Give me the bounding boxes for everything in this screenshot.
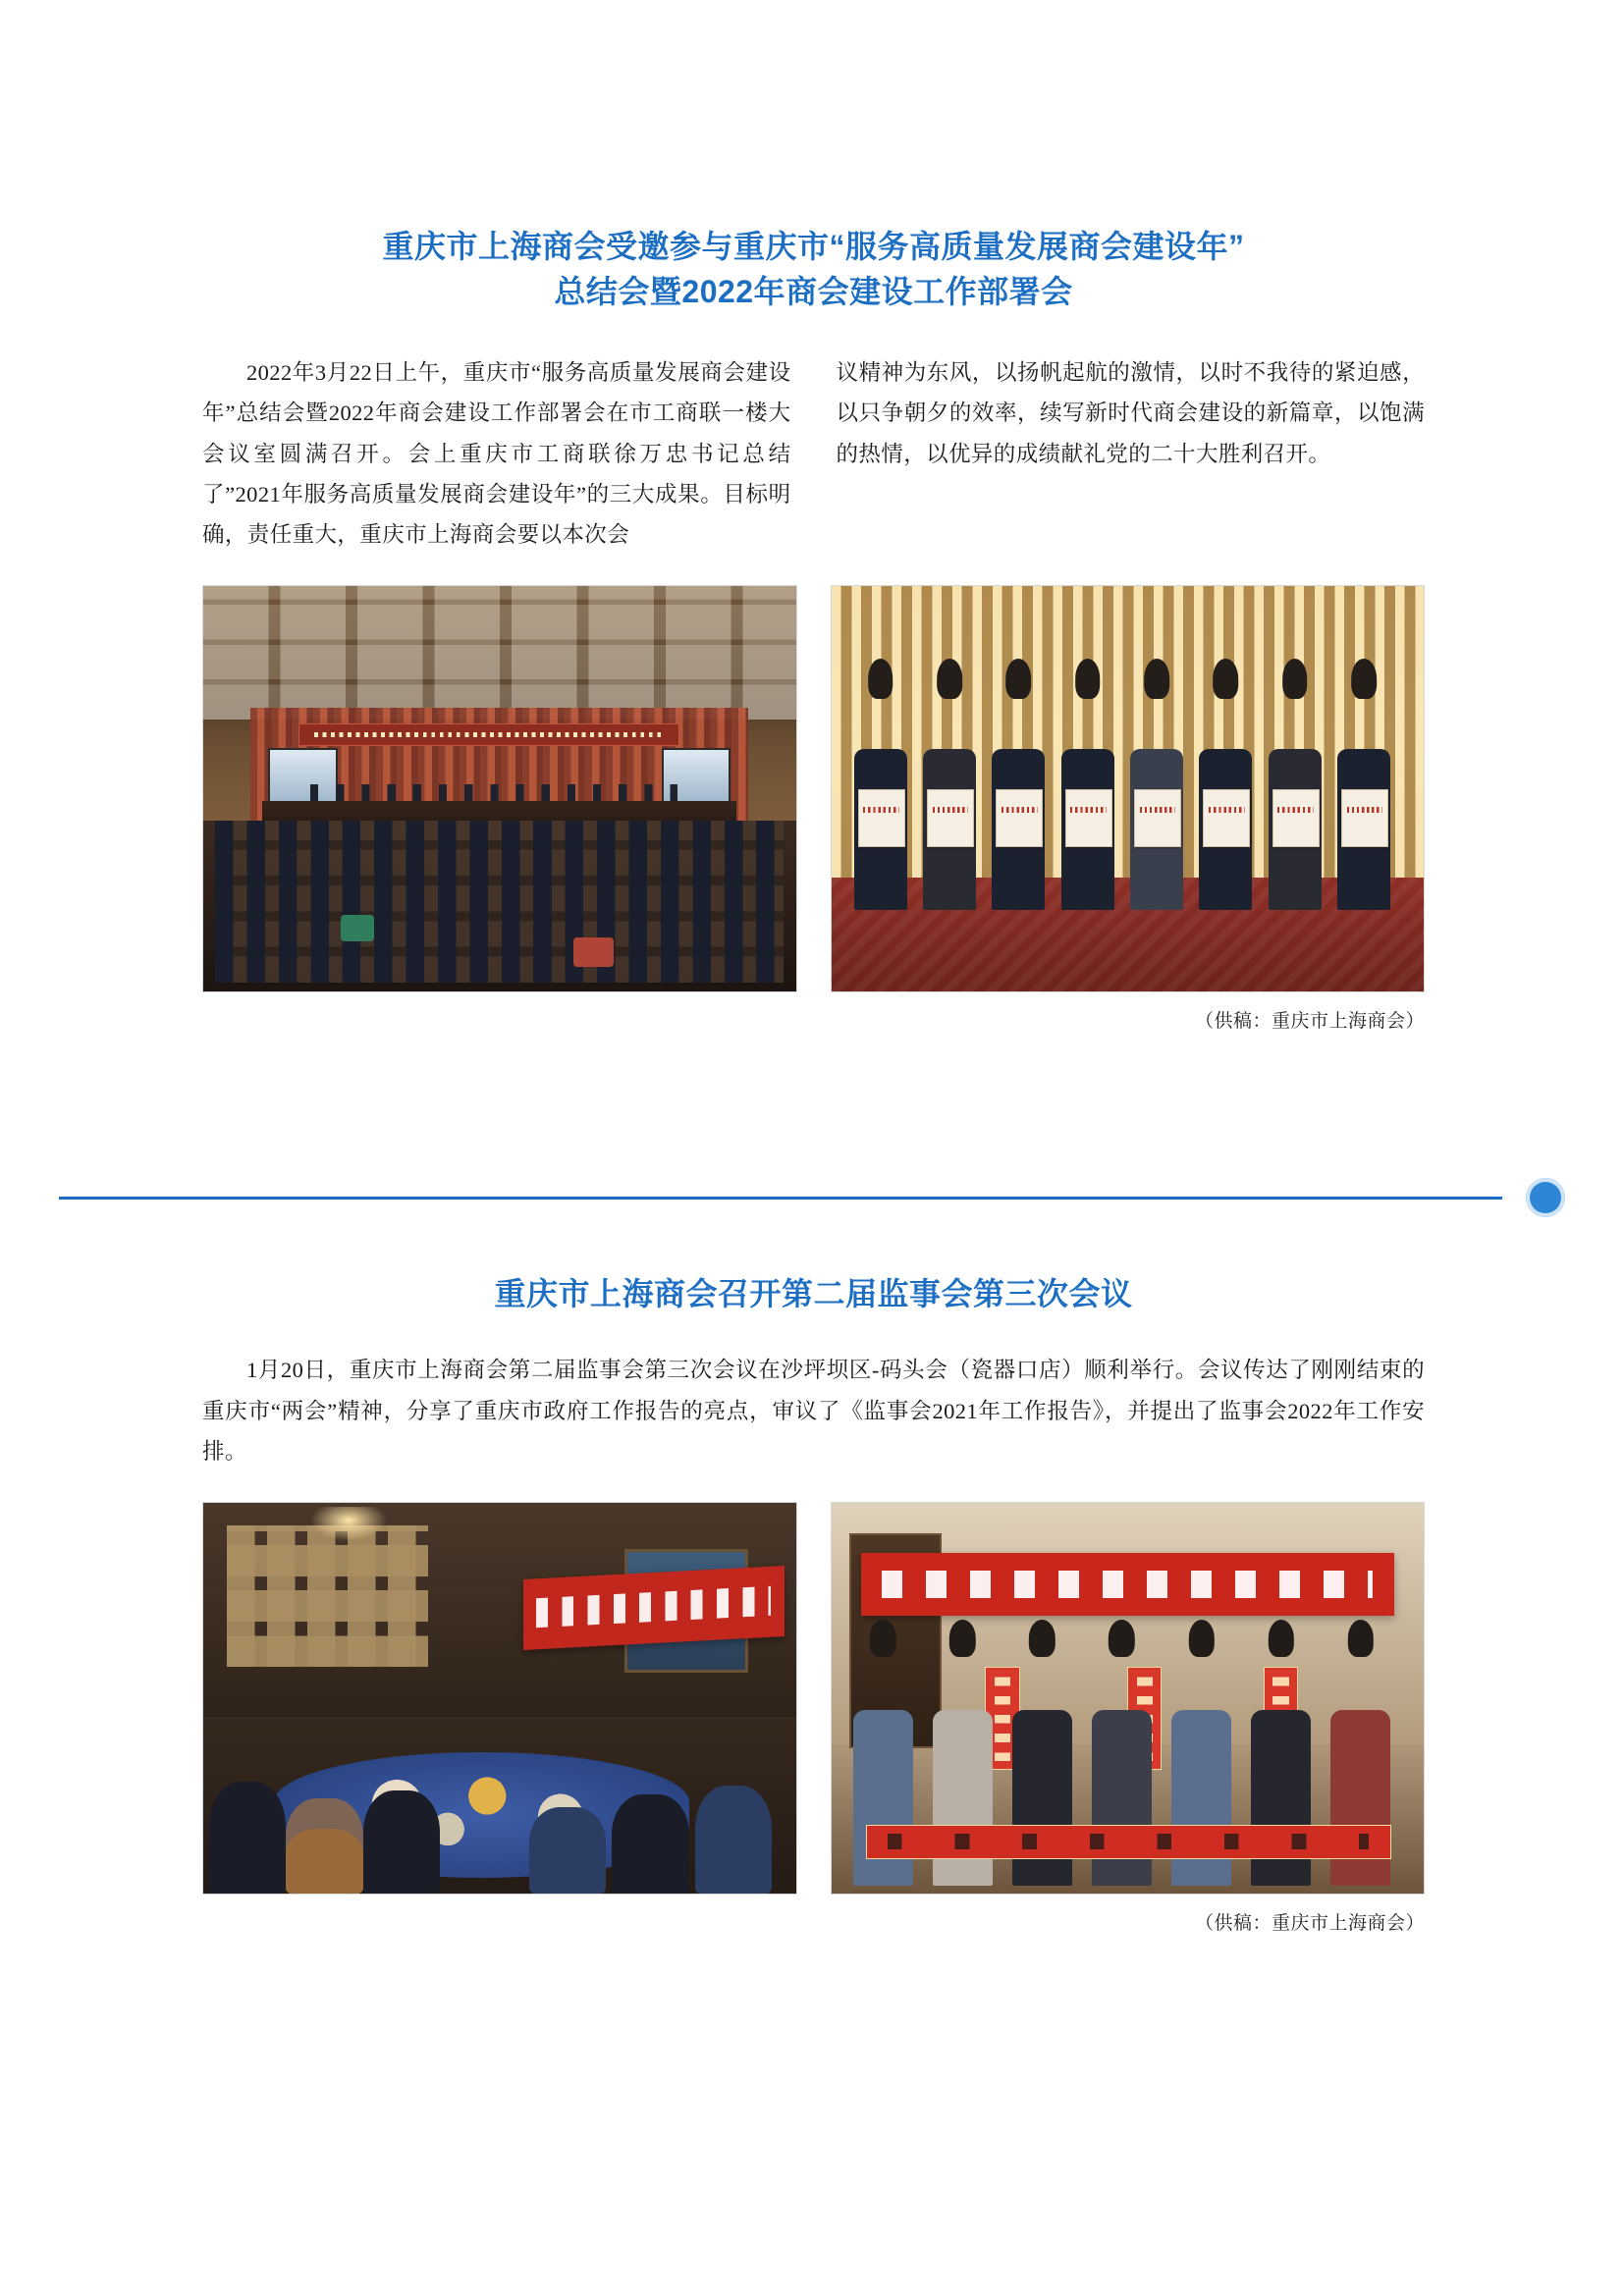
- stage-banner: [298, 723, 679, 746]
- headline-line: 总结会暨2022年商会建设工作部署会: [554, 274, 1073, 310]
- couplet-group-photo: [831, 1502, 1426, 1895]
- headline-line: 重庆市上海商会召开第二届监事会第三次会议: [494, 1276, 1133, 1311]
- article-1-credit: （供稿：重庆市上海商会）: [1194, 1010, 1425, 1032]
- section-divider: [59, 1178, 1565, 1217]
- person: [695, 1786, 772, 1893]
- attendees-row: [843, 1620, 1412, 1886]
- article-section-2: [202, 1271, 1425, 1935]
- headline-line: 重庆市上海商会受邀参与重庆市“服务高质量发展商会建设年”: [382, 229, 1245, 264]
- article-1-body: [202, 352, 1425, 556]
- red-banner: [523, 1566, 785, 1650]
- person: [849, 659, 912, 910]
- article-1-column-left: [202, 352, 791, 556]
- article-1-headline: [202, 224, 1425, 315]
- audience-seating: [215, 821, 784, 983]
- person: [612, 1794, 688, 1894]
- article-2-body: [202, 1350, 1425, 1471]
- article-2-credit: （供稿：重庆市上海商会）: [1194, 1912, 1425, 1934]
- person: [1125, 659, 1188, 910]
- paragraph: 议精神为东风，以扬帆起航的激情，以时不我待的紧迫感，以只争朝夕的效率，续写新时代商会建设的新篇章，以饱满的热情，以优异的成绩献礼党的二十大胜利召开。: [836, 359, 1425, 466]
- paragraph: 2022年3月22日上午，重庆市“服务高质量发展商会建设年”总结会暨2022年商会建设工作部署会在市工商联一楼大会议室圆满召开。会上重庆市工商联徐万忠书记总结了”2021年服务高质量发展商会建设年”的三大成果。目标明确，责任重大，重庆市上海商会要以本次会: [202, 359, 791, 548]
- person: [286, 1829, 362, 1894]
- divider-dot: [1526, 1178, 1565, 1217]
- person: [1056, 659, 1119, 910]
- ceiling-lamp: [310, 1507, 387, 1542]
- award-recipients-row: [849, 659, 1406, 910]
- article-1-column-right: [837, 352, 1426, 556]
- person: [209, 1782, 286, 1894]
- banquet-meeting-photo: [202, 1502, 797, 1895]
- guests-group: [203, 1679, 796, 1894]
- person: [1264, 659, 1326, 910]
- award-group-photo: [831, 585, 1426, 992]
- paragraph: 1月20日，重庆市上海商会第二届监事会第三次会议在沙坪坝区-码头会（瓷器口店）顺利举行。会议传达了刚刚结束的重庆市“两会”精神，分享了重庆市政府工作报告的亮点，审议了《监事会2021年工作报告》，并提出了监事会2022年工作安排。: [202, 1358, 1425, 1465]
- article-section-1: [202, 224, 1425, 1033]
- person: [987, 659, 1050, 910]
- person: [918, 659, 981, 910]
- article-1-photo-row: [202, 585, 1425, 992]
- article-2-headline: [202, 1271, 1425, 1316]
- wall-picture-frames: [227, 1525, 428, 1666]
- person: [529, 1807, 606, 1894]
- person: [1194, 659, 1257, 910]
- ceiling-detail: [203, 586, 796, 720]
- divider-rule: [59, 1197, 1502, 1200]
- red-banner: [861, 1553, 1394, 1616]
- conference-hall-photo: [202, 585, 797, 992]
- article-2-photo-row: [202, 1502, 1425, 1895]
- horizontal-scroll: [866, 1825, 1391, 1858]
- person: [1332, 659, 1395, 910]
- person: [363, 1790, 440, 1894]
